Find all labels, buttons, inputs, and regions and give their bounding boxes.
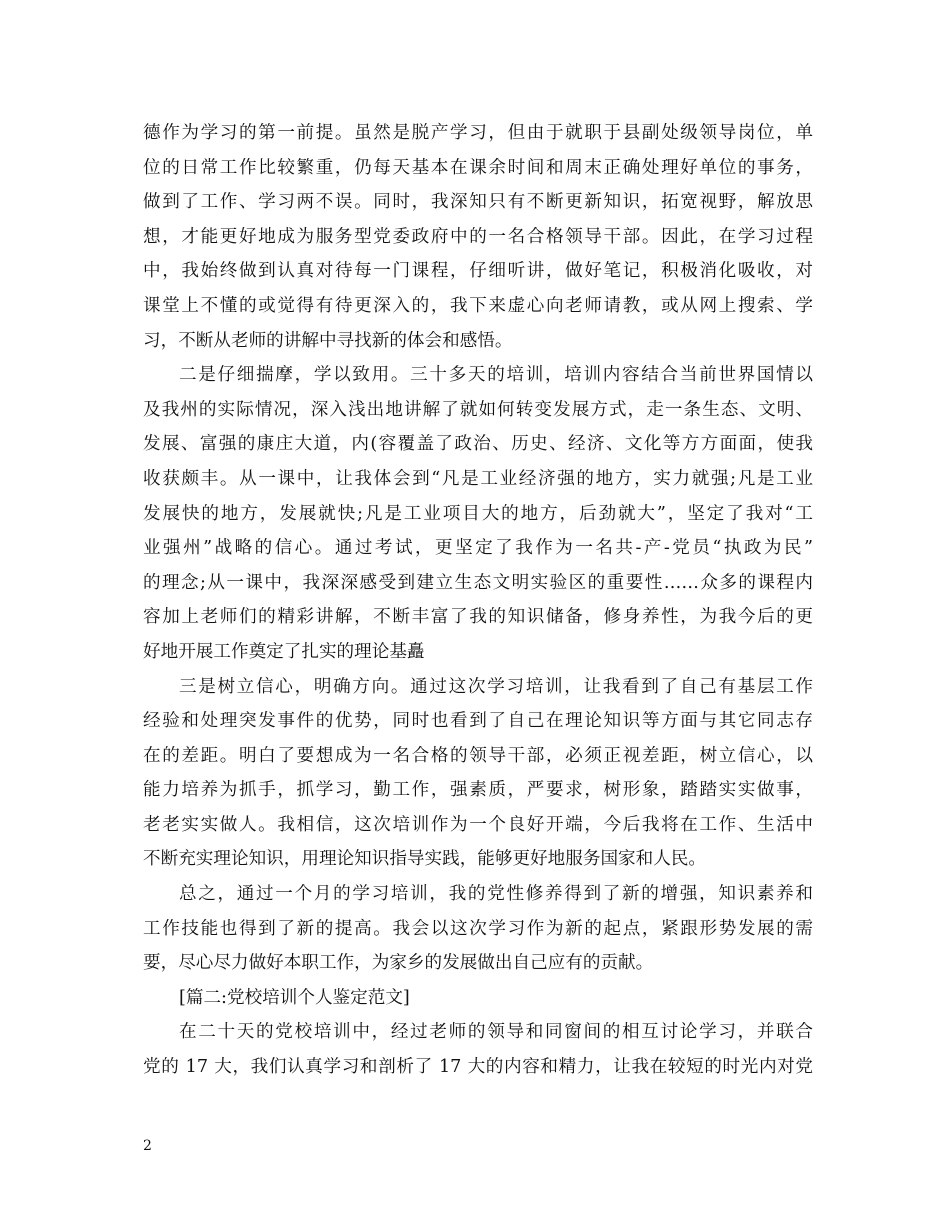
text-line: 发展、富强的康庄大道，内(容覆盖了政治、历史、经济、文化等方方面面，使我 <box>143 434 813 455</box>
text-line: 业强州”战略的信心。通过考试，更坚定了我作为一名共-产-党员“执政为民” <box>143 538 813 559</box>
text-line: 工作技能也得到了新的提高。我会以这次学习作为新的起点，紧跟形势发展的需 <box>143 918 813 939</box>
text-line: 不断充实理论知识，用理论知识指导实践，能够更好地服务国家和人民。 <box>143 849 707 870</box>
text-line: 的理念;从一课中，我深深感受到建立生态文明实验区的重要性……众多的课程内 <box>143 572 813 593</box>
text-line: 要，尽心尽力做好本职工作，为家乡的发展做出自己应有的贡献。 <box>143 953 654 974</box>
text-line: 老老实实做人。我相信，这次培训作为一个良好开端，今后我将在工作、生活中 <box>143 814 813 835</box>
text-line: 位的日常工作比较繁重，仍每天基本在课余时间和周末正确处理好单位的事务， <box>143 157 813 178</box>
section-heading: [篇二:党校培训个人鉴定范文] <box>179 987 410 1008</box>
text-line: 在的差距。明白了要想成为一名合格的领导干部，必须正视差距，树立信心，以 <box>143 745 813 766</box>
text-line: 习，不断从老师的讲解中寻找新的体会和感悟。 <box>143 330 513 351</box>
text-line: 收获颇丰。从一课中，让我体会到“凡是工业经济强的地方，实力就强;凡是工业 <box>143 468 813 489</box>
text-line: 党的 17 大，我们认真学习和剖析了 17 大的内容和精力，让我在较短的时光内对党 <box>143 1057 813 1078</box>
text-line: 发展快的地方，发展就快;凡是工业项目大的地方，后劲就大”，坚定了我对“工 <box>143 503 813 524</box>
paragraph-start-line: 三是树立信心，明确方向。通过这次学习培训，让我看到了自己有基层工作 <box>179 676 813 697</box>
paragraph-start-line: 总之，通过一个月的学习培训，我的党性修养得到了新的增强，知识素养和 <box>179 884 813 905</box>
text-line: 好地开展工作奠定了扎实的理论基矗 <box>143 641 425 662</box>
text-line: 容加上老师们的精彩讲解，不断丰富了我的知识储备，修身养性，为我今后的更 <box>143 607 813 628</box>
text-line: 想，才能更好地成为服务型党委政府中的一名合格领导干部。因此，在学习过程 <box>143 226 813 247</box>
text-line: 中，我始终做到认真对待每一门课程，仔细听讲，做好笔记，积极消化吸收，对 <box>143 261 813 282</box>
document-body <box>143 116 813 1085</box>
text-line: 课堂上不懂的或觉得有待更深入的，我下来虚心向老师请教，或从网上搜索、学 <box>143 295 813 316</box>
text-line: 经验和处理突发事件的优势，同时也看到了自己在理论知识等方面与其它同志存 <box>143 711 813 732</box>
paragraph-start-line: 在二十天的党校培训中，经过老师的领导和同窗间的相互讨论学习，并联合 <box>179 1022 813 1043</box>
page-number: 2 <box>143 1138 152 1154</box>
text-line: 能力培养为抓手，抓学习，勤工作，强素质，严要求，树形象，踏踏实实做事， <box>143 780 813 801</box>
text-line: 德作为学习的第一前提。虽然是脱产学习，但由于就职于县副处级领导岗位，单 <box>143 123 813 143</box>
text-line: 及我州的实际情况，深入浅出地讲解了就如何转变发展方式，走一条生态、文明、 <box>143 399 813 420</box>
paragraph-start-line: 二是仔细揣摩，学以致用。三十多天的培训，培训内容结合当前世界国情以 <box>179 365 813 386</box>
text-line: 做到了工作、学习两不误。同时，我深知只有不断更新知识，拓宽视野，解放思 <box>143 192 813 213</box>
